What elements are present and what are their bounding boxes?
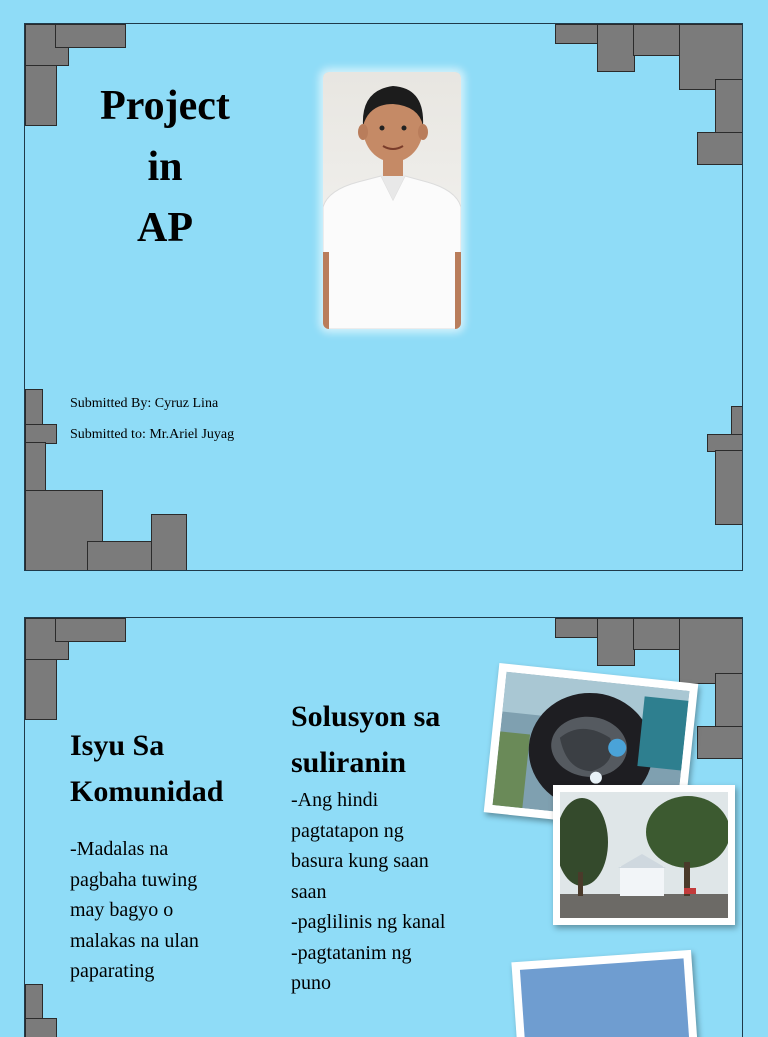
solution-body xyxy=(291,785,445,999)
corner-block xyxy=(697,132,743,165)
content-slide xyxy=(24,617,743,1037)
corner-block xyxy=(151,514,187,571)
solution-line: -pagtatanim ng xyxy=(291,941,412,964)
solution-line: pagtatapon ng xyxy=(291,819,404,842)
corner-block xyxy=(25,389,43,427)
title-line: Project xyxy=(100,83,230,129)
corner-block xyxy=(555,24,599,44)
solution-line: puno xyxy=(291,972,331,994)
issue-line: -Madalas na xyxy=(70,838,169,860)
issue-line: malakas na ulan xyxy=(70,929,199,952)
corner-block xyxy=(555,618,599,638)
solution-line: -Ang hindi xyxy=(291,789,379,811)
corner-block xyxy=(731,406,743,436)
corner-block xyxy=(87,541,155,571)
heading-line: suliranin xyxy=(291,746,407,779)
student-photo xyxy=(323,72,461,329)
solution-line: basura kung saan xyxy=(291,850,429,872)
corner-block xyxy=(697,726,743,759)
submitted-to: Submitted to: Mr.Ariel Juyag xyxy=(70,427,235,442)
issue-body xyxy=(70,834,199,987)
corner-block xyxy=(715,79,743,134)
heading-line: Solusyon sa xyxy=(291,700,441,733)
corner-block xyxy=(597,24,635,72)
corner-block xyxy=(25,442,46,497)
corner-block xyxy=(597,618,635,666)
corner-block xyxy=(715,673,743,728)
solution-line: -paglilinis ng kanal xyxy=(291,911,446,933)
submitted-by: Submitted By: Cyruz Lina xyxy=(70,396,219,411)
corner-block xyxy=(25,424,57,444)
title-line: AP xyxy=(137,205,193,251)
solution-line: saan xyxy=(291,880,327,903)
corner-block xyxy=(25,1018,57,1037)
solution-heading xyxy=(291,694,440,786)
title-line: in xyxy=(147,144,183,190)
issue-line: may bagyo o xyxy=(70,899,174,921)
issue-heading xyxy=(70,723,223,815)
accent-box-fill xyxy=(520,958,691,1037)
issue-line: paparating xyxy=(70,960,155,982)
title-slide xyxy=(24,23,743,571)
corner-block xyxy=(55,618,126,642)
heading-line: Isyu Sa xyxy=(70,729,165,762)
slide-title xyxy=(85,76,245,259)
issue-line: pagbaha tuwing xyxy=(70,868,198,891)
trees-photo xyxy=(553,785,735,925)
heading-line: Komunidad xyxy=(70,775,224,808)
corner-block xyxy=(55,24,126,48)
corner-block xyxy=(715,450,743,525)
